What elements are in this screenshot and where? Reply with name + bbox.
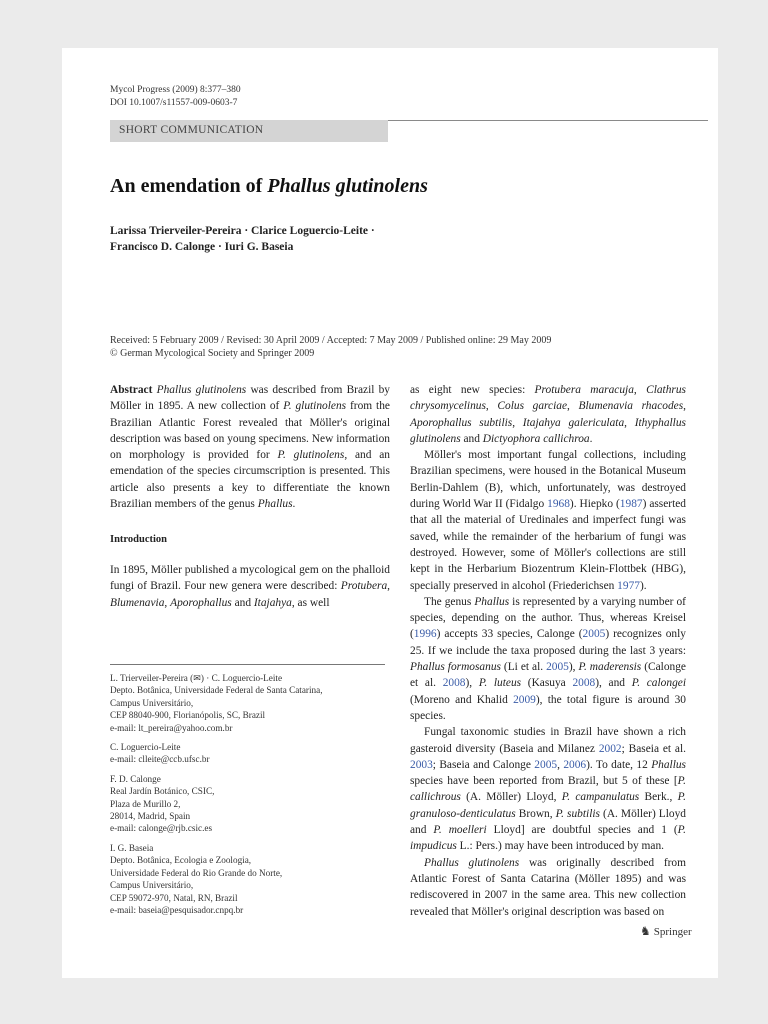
affiliation-3: F. D. Calonge Real Jardín Botánico, CSIC, Plaza de Murillo 2, 28014, Madrid, Spain e-mail: calonge@rjb.csic.es — [110, 773, 215, 834]
authors-line-1: Larissa Trierveiler-Pereira · Clarice Loguercio-Leite · — [110, 225, 375, 237]
section-band — [110, 120, 388, 142]
header-rule — [388, 120, 708, 121]
affiliation-1: L. Trierveiler-Pereira (✉) · C. Loguercio-Leite Depto. Botânica, Universidade Federal de Santa Catarina, Campus Universitário, CEP 88040-900, Florianópolis, SC, Brazil e-mail: lt_pereira@yahoo.com.br — [110, 673, 323, 733]
authors-line-2: Francisco D. Calonge · Iuri G. Baseia — [110, 241, 294, 253]
affiliation-2: C. Loguercio-Leite e-mail: clleite@ccb.ufsc.br — [110, 742, 210, 765]
affiliation-4: I. G. Baseia Depto. Botânica, Ecologia e Zoologia, Universidade Federal do Rio Grande do Norte, Campus Universitário, CEP 59072-970, Natal, RN, Brazil e-mail: baseia@pesquisador.cnpq.br — [110, 842, 283, 915]
publisher-mark — [640, 924, 692, 939]
section-label: SHORT COMMUNICATION — [119, 124, 264, 136]
journal-doi: DOI 10.1007/s11557-009-0603-7 — [110, 98, 238, 108]
dates-line: Received: 5 February 2009 / Revised: 30 April 2009 / Accepted: 7 May 2009 / Published online: 29 May 2009 — [110, 335, 552, 346]
right-column-text: as eight new species: Protubera maracuja, Clathrus chrysomycelinus, Colus garciae, Blumenavia rhacodes, Aporophallus subtilis, Itajahya galericulata, Ithyphallus glutinolens and Dictyophora callichroa. Möller's most important fungal collections, including Brazilian specimens, were housed in the Botanical Museum Berlin-Dahlem (B), which, unfortunately, was destroyed during World War II (Fidalgo 1968). Hiepko (1987) asserted that all the material of Uredinales and imperfect fungi was saved, while the remainder of the herbarium of fungi was destroyed. However, some of Möller's collections are still kept in the Herbarium Biozentrum Klein-Flottbek (HBG), specially preserved in alcohol (Friederichsen 1977). The genus Phallus is represented by a varying number of species, depending on the author. Thus, whereas Kreisel (1996) accepts 33 species, Calonge (2005) recognizes only 25. If we include the taxa proposed during the last 3 years: Phallus formosanus (Li et al. 2005), P. maderensis (Calonge et al. 2008), P. luteus (Kasuya 2008), and P. calongei (Moreno and Khalid 2009), the total figure is around 30 species. Fungal taxonomic studies in Brazil have shown a rich gasteroid diversity (Baseia and Milanez 2002; Baseia et al. 2003; Baseia and Calonge 2005, 2006). To date, 12 Phallus species have been reported from Brazil, but 5 of these [P. callichrous (A. Möller) Lloyd, P. campanulatus Berk., P. granuloso-denticulatus Brown, P. subtilis (A. Möller) Lloyd and P. moelleri Lloyd] are doubtful species and 1 (P. impudicus L.: Pers.) may have been introduced by man. Phallus glutinolens was originally described from Atlantic Forest of Santa Catarina (Möller 1895) and was rediscovered in 2007 in the same area. This new collection revealed that Möller's original description was based on — [410, 384, 687, 918]
article-title — [110, 175, 428, 198]
title-species: Phallus glutinolens — [267, 175, 428, 197]
abstract-heading: Abstract — [110, 384, 153, 396]
title-prefix: An emendation of — [110, 175, 268, 197]
introduction-text: In 1895, Möller published a mycological gem on the phalloid fungi of Brazil. Four new genera were described: Protubera, Blumenavia, Aporophallus and Itajahya, as well — [110, 564, 390, 609]
springer-horse-icon: ♞ — [640, 924, 651, 938]
introduction-heading: Introduction — [110, 534, 167, 545]
affiliations — [110, 672, 390, 923]
author-list — [110, 223, 410, 255]
copyright-line: © German Mycological Society and Springer 2009 — [110, 348, 315, 359]
abstract-text: Abstract Phallus glutinolens was described from Brazil by Möller in 1895. A new collection of P. glutinolens from the Brazilian Atlantic Forest revealed that Möller's original description was based on young specimens. New information on morphology is provided for P. glutinolens, and an emendation of the species circumscription is presented. This article also presents a key to differentiate the known Brazilian members of the genus Phallus. — [110, 384, 390, 511]
journal-citation: Mycol Progress (2009) 8:377–380 — [110, 85, 241, 95]
publication-dates — [110, 334, 710, 360]
affiliation-rule — [110, 664, 385, 665]
publisher-name: Springer — [653, 926, 692, 938]
